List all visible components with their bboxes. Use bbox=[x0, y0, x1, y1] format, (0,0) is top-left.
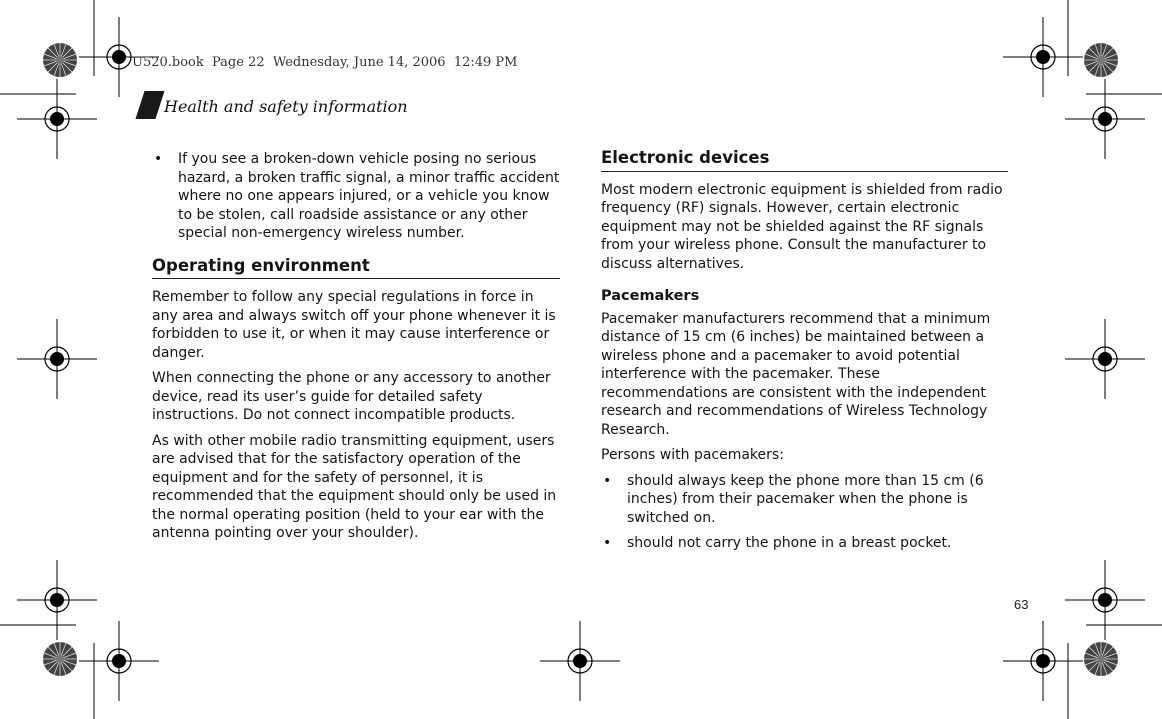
registration-mark-icon bbox=[17, 560, 97, 640]
star-target-icon bbox=[1084, 43, 1118, 77]
subsection-title: Pacemakers bbox=[601, 288, 700, 304]
registration-mark-icon bbox=[79, 621, 159, 701]
section-title: Operating environment bbox=[152, 257, 560, 280]
bullet-text: should always keep the phone more than 15 cm (6 inches) from their pacemaker when the phone is switched on. bbox=[627, 472, 984, 526]
star-target-icon bbox=[1084, 642, 1118, 676]
paragraph: When connecting the phone or any accessory to another device, read its user’s guide for detailed safety instructions. Do not connect incompatible products. bbox=[152, 370, 551, 423]
registration-mark-icon bbox=[1065, 319, 1145, 399]
list-item bbox=[601, 534, 1008, 553]
running-head: Health and safety information bbox=[164, 97, 408, 116]
section-title: Electronic devices bbox=[601, 149, 1008, 172]
paragraph: As with other mobile radio transmitting equipment, users are advised that for the satisfactory operation of the equipment and for the safety of personnel, it is recommended that the equipment should only be used in the normal operating position (held to your ear with the antenna pointing over your shoulder). bbox=[152, 432, 557, 541]
paragraph: Persons with pacemakers: bbox=[601, 447, 784, 463]
print-info: U520.book Page 22 Wednesday, June 14, 2006 12:49 PM bbox=[132, 55, 518, 70]
paragraph: Remember to follow any special regulations in force in any area and always switch off your phone whenever it is forbidden to use it, or when it may cause interference or danger. bbox=[152, 289, 556, 361]
registration-mark-icon bbox=[17, 319, 97, 399]
paragraph: Most modern electronic equipment is shielded from radio frequency (RF) signals. However, certain electronic equipment may not be shielded against the RF signals from your wireless phone. Consult the manufacturer to discuss alternatives. bbox=[601, 181, 1003, 272]
bullet-text: should not carry the phone in a breast pocket. bbox=[627, 535, 952, 551]
list-item bbox=[152, 150, 560, 243]
star-target-icon bbox=[43, 642, 77, 676]
bullet-text: If you see a broken-down vehicle posing no serious hazard, a broken traffic signal, a minor traffic accident where no one appears injured, or a vehicle you know to be stolen, call roadside assistance or any other special non-emergency wireless number. bbox=[178, 151, 560, 241]
registration-mark-icon bbox=[1003, 17, 1083, 97]
bullet-icon: • bbox=[603, 535, 612, 551]
registration-mark-icon bbox=[1065, 79, 1145, 159]
star-target-icon bbox=[43, 43, 77, 77]
registration-mark-icon bbox=[1065, 560, 1145, 640]
page-number: 63 bbox=[1014, 597, 1029, 612]
registration-mark-icon bbox=[1003, 621, 1083, 701]
bullet-icon: • bbox=[603, 472, 612, 489]
bullet-icon: • bbox=[154, 151, 163, 167]
list-item bbox=[601, 472, 1008, 528]
paragraph: Pacemaker manufacturers recommend that a minimum distance of 15 cm (6 inches) be maintained between a wireless phone and a pacemaker to avoid potential interference with the pacemaker. These recommendations are consistent with the independent research and recommendations of Wireless Technology Research. bbox=[601, 310, 991, 438]
registration-mark-icon bbox=[540, 621, 620, 701]
left-column bbox=[152, 150, 560, 550]
registration-mark-icon bbox=[17, 79, 97, 159]
right-column bbox=[601, 149, 1008, 560]
